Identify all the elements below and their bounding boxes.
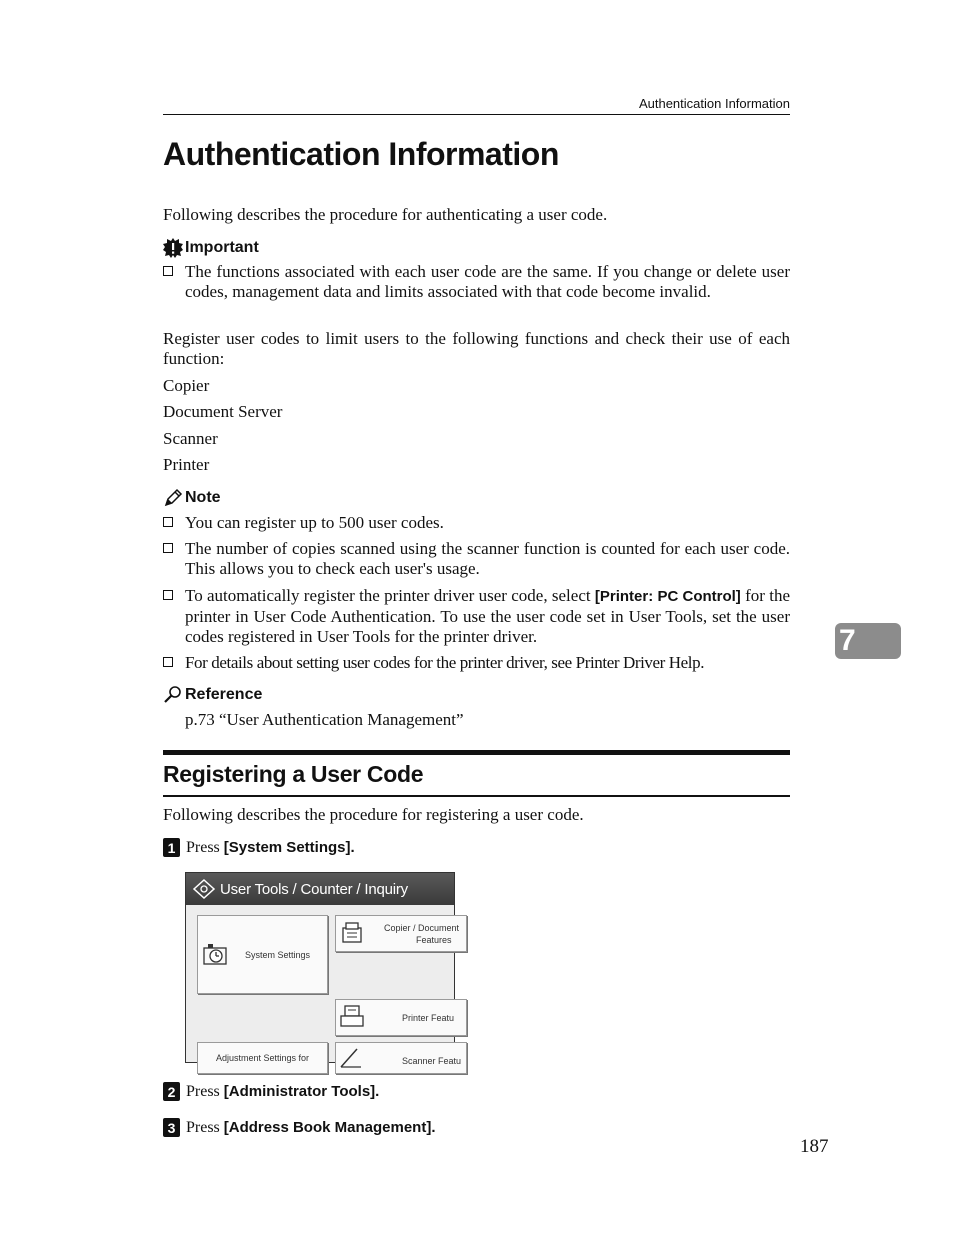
- page-title: Authentication Information: [163, 136, 559, 172]
- important-label-text: Important: [185, 239, 259, 256]
- printer-features-label: Printer Featu: [402, 1013, 455, 1023]
- magnifier-icon: [163, 685, 183, 705]
- section-title: Registering a User Code: [163, 761, 424, 787]
- register-text: Register user codes to limit users to the following functions and check their use of each function:: [163, 329, 790, 368]
- step-2: [163, 1082, 379, 1101]
- step-word: Press: [186, 838, 220, 856]
- note-item-text: You can register up to 500 user codes.: [185, 513, 444, 532]
- important-item-text: The functions associated with each user code are the same. If you change or delete user codes, management data and limits associated with that code become invalid.: [185, 262, 790, 301]
- checkbox-bullet-icon: [163, 517, 173, 527]
- adjustment-settings-label: Adjustment Settings for: [216, 1053, 310, 1063]
- chapter-tab: 7: [835, 623, 901, 659]
- copier-document-button[interactable]: [335, 915, 467, 952]
- copier-icon: [339, 920, 365, 946]
- printer-pc-control-key: [Printer: PC Control]: [594, 588, 741, 605]
- system-settings-button[interactable]: [197, 915, 328, 994]
- function-item: Printer: [163, 455, 210, 474]
- note-item: [163, 586, 790, 647]
- note-item: [163, 653, 790, 673]
- note-item-text-after: for the printer in User Code Authentication. To use the user code set in User Tools, set the user codes registered in User Tools for the printer driver.: [185, 586, 790, 646]
- step-number-badge: 2: [163, 1082, 180, 1101]
- scanner-features-button[interactable]: [335, 1042, 467, 1074]
- section-underline: [163, 795, 790, 797]
- printer-icon: [339, 1004, 365, 1030]
- section-rule: [163, 750, 790, 755]
- clock-icon: [202, 942, 228, 966]
- step-key: [Administrator Tools].: [223, 1083, 380, 1100]
- scanner-icon: [339, 1045, 363, 1069]
- checkbox-bullet-icon: [163, 590, 173, 600]
- note-item: [163, 539, 790, 579]
- step-word: Press: [186, 1082, 220, 1100]
- note-item-text: [185, 586, 790, 647]
- important-item: [163, 262, 790, 302]
- step-key: [Address Book Management].: [223, 1119, 436, 1136]
- screen-title-bar: [186, 873, 454, 905]
- function-item: Scanner: [163, 429, 218, 448]
- pencil-icon: [163, 488, 183, 508]
- adjustment-settings-button[interactable]: [197, 1042, 328, 1074]
- reference-link[interactable]: p.73 “User Authentication Management”: [185, 710, 464, 729]
- page-number: 187: [800, 1136, 829, 1157]
- step-word: Press: [186, 1118, 220, 1136]
- important-label: [163, 238, 259, 258]
- step-number-badge: 1: [163, 838, 180, 857]
- scanner-features-label: Scanner Featu: [402, 1056, 462, 1066]
- step-number-badge: 3: [163, 1118, 180, 1137]
- reference-label-text: Reference: [185, 686, 263, 703]
- user-tools-icon: [192, 878, 216, 900]
- note-item-text: For details about setting user codes for the printer driver, see Printer Driver Help.: [185, 653, 705, 672]
- note-item-text: The number of copies scanned using the scanner function is counted for each user code. This allows you to check each user's usage.: [185, 539, 790, 578]
- step-key: [System Settings].: [223, 839, 355, 856]
- checkbox-bullet-icon: [163, 657, 173, 667]
- note-item: [163, 513, 790, 533]
- function-item: Document Server: [163, 402, 283, 421]
- step-3: [163, 1118, 435, 1137]
- reference-label: [163, 685, 262, 705]
- section-intro: Following describes the procedure for registering a user code.: [163, 805, 584, 824]
- system-settings-label: System Settings: [245, 950, 311, 960]
- copier-document-label-1: Copier / Document: [384, 923, 460, 933]
- intro-text: Following describes the procedure for authenticating a user code.: [163, 205, 608, 224]
- function-item: Copier: [163, 376, 210, 395]
- screen-title: User Tools / Counter / Inquiry: [220, 880, 408, 898]
- copier-document-label-2: Features: [416, 935, 452, 945]
- important-icon: [163, 238, 183, 258]
- note-label-text: Note: [185, 489, 221, 506]
- step-1: [163, 838, 355, 857]
- running-header: Authentication Information: [638, 96, 790, 111]
- header-rule: [163, 114, 790, 115]
- user-tools-screen: [185, 872, 462, 1066]
- note-item-text-before: To automatically register the printer driver user code, select: [185, 586, 595, 605]
- printer-features-button[interactable]: [335, 999, 467, 1036]
- checkbox-bullet-icon: [163, 543, 173, 553]
- note-label: [163, 488, 221, 508]
- checkbox-bullet-icon: [163, 266, 173, 276]
